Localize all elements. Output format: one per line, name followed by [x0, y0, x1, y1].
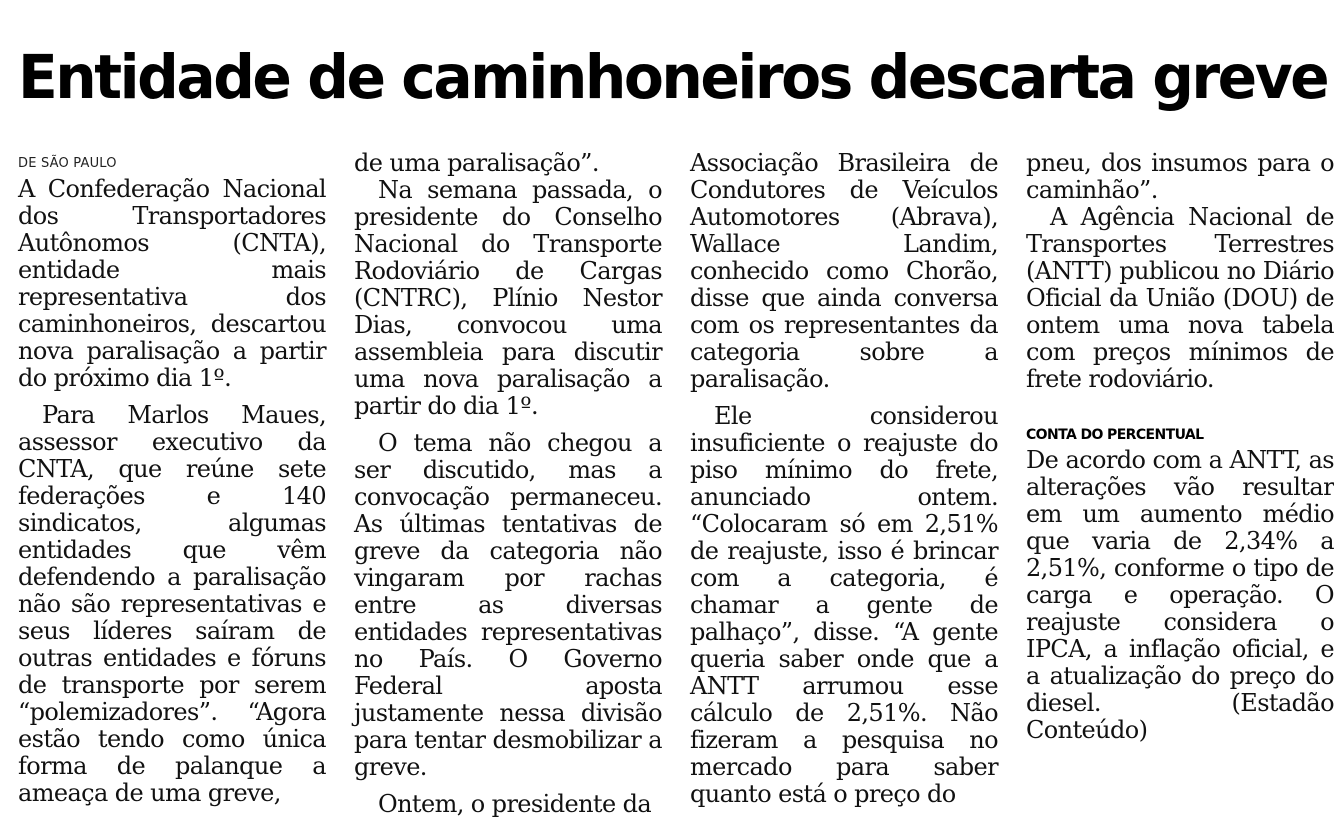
paragraph: O tema não chegou a ser discutido, mas a convocação permaneceu. As últimas tentativas de greve da categoria não vingaram por rachas entre as diversas entidades representativas no País. O Governo Federal aposta justamente nessa divisão para tentar desmobilizar a greve.	[354, 429, 662, 781]
headline: Entidade de caminhoneiros descarta greve	[18, 42, 1328, 113]
paragraph: Associação Brasileira de Condutores de Veículos Automotores (Abrava), Wallace Landim, conhecido como Chorão, disse que ainda conversa com os representantes da categoria sobre a paralisação.	[690, 149, 998, 393]
article-column-4	[1026, 150, 1334, 775]
subheading: CONTA DO PERCENTUAL	[1026, 427, 1204, 443]
article-column-3	[690, 149, 998, 808]
paragraph: Para Marlos Maues, assessor executivo da CNTA, que reúne sete federações e 140 sindicatos, algumas entidades que vêm defendendo a paralisação não são representativas e seus líderes saíram de outras entidades e fóruns de transporte por serem “polemizadores”. “Agora estão tendo como única forma de palanque a ameaça de uma greve,	[18, 401, 326, 807]
paragraph: Ontem, o presidente da	[378, 790, 652, 818]
article-column-2	[354, 149, 662, 818]
paragraph: A Agência Nacional de Transportes Terrestres (ANTT) publicou no Diário Oficial da União (DOU) de ontem uma nova tabela com preços mínimos de frete rodoviário.	[1026, 203, 1334, 393]
paragraph: pneu, dos insumos para o caminhão”.	[1026, 149, 1334, 204]
paragraph: Na semana passada, o presidente do Conselho Nacional do Transporte Rodoviário de Cargas (CNTRC), Plínio Nestor Dias, convocou uma assembleia para discutir uma nova paralisação a partir do dia 1º.	[354, 176, 662, 420]
article-column-1	[18, 150, 326, 807]
paragraph: de uma paralisação”.	[354, 149, 599, 177]
paragraph: A Confederação Nacional dos Transportadores Autônomos (CNTA), entidade mais representativa dos caminhoneiros, descartou nova paralisação a partir do próximo dia 1º.	[18, 175, 326, 392]
paragraph: De acordo com a ANTT, as alterações vão resultar em um aumento médio que varia de 2,34% a 2,51%, conforme o tipo de carga e operação. O reajuste considera o IPCA, a inflação oficial, e a atualização do preço do diesel. (Estadão Conteúdo)	[1026, 446, 1334, 744]
paragraph: Ele considerou insuficiente o reajuste do piso mínimo do frete, anunciado ontem. “Colocaram só em 2,51% de reajuste, isso é brincar com a categoria, é chamar a gente de palhaço”, disse. “A gente queria saber onde que a ANTT arrumou esse cálculo de 2,51%. Não fizeram a pesquisa no mercado para saber quanto está o preço do	[690, 402, 998, 808]
dateline: DE SÃO PAULO	[18, 156, 117, 171]
